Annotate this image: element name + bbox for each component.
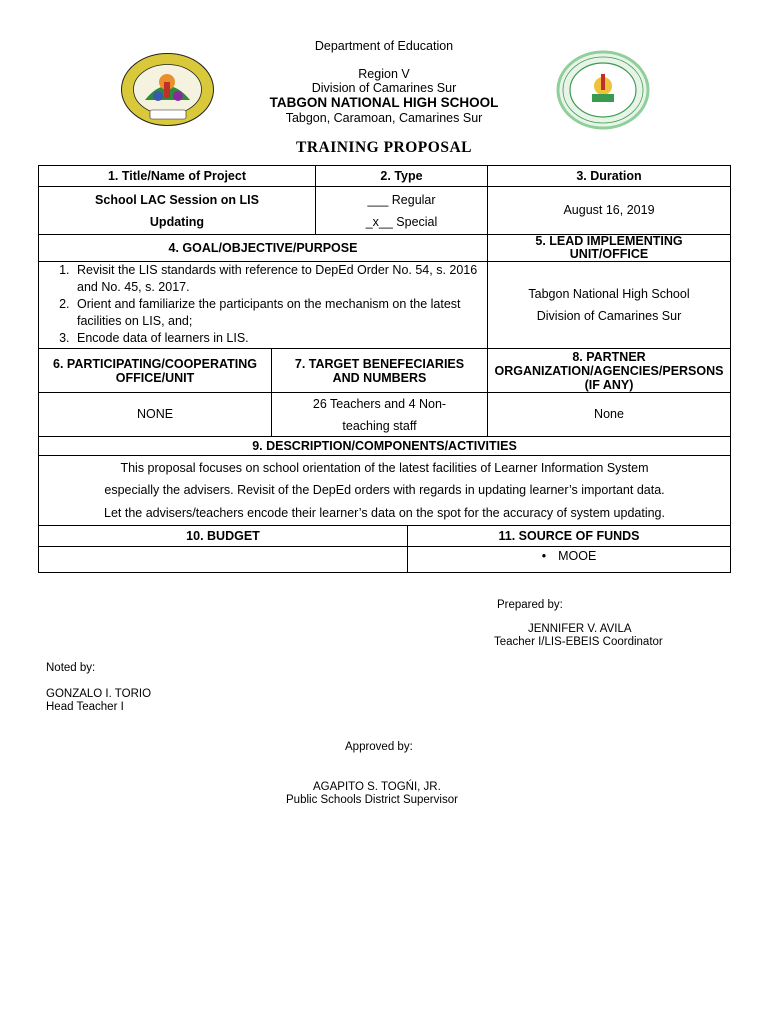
- partner-value: None: [487, 392, 731, 437]
- school-seal-logo: [556, 50, 650, 130]
- approved-by-title: Public Schools District Supervisor: [286, 794, 458, 806]
- goal-item: 1. Revisit the LIS standards with reference to DepEd Order No. 54, s. 2016 and No. 45, s. 2017.: [73, 262, 487, 296]
- description-line-1: This proposal focuses on school orientation of the latest facilities of Learner Information System: [120, 460, 649, 475]
- prepared-by-title: Teacher I/LIS-EBEIS Coordinator: [494, 636, 663, 648]
- noted-by-title: Head Teacher I: [46, 701, 124, 713]
- source-value: MOOE: [558, 549, 597, 563]
- region: Region V: [358, 67, 410, 81]
- budget-value: [38, 546, 408, 573]
- goals-cell: [38, 261, 488, 349]
- header-target: 7. TARGET BENEFECIARIES AND NUMBERS: [271, 348, 488, 393]
- bullet-icon: •: [541, 549, 547, 563]
- school-address: Tabgon, Caramoan, Camarines Sur: [285, 111, 483, 125]
- school-name: TABGON NATIONAL HIGH SCHOOL: [269, 95, 499, 110]
- noted-by-label: Noted by:: [46, 662, 96, 674]
- division: Division of Camarines Sur: [311, 81, 457, 95]
- header-participating: 6. PARTICIPATING/COOPERATING OFFICE/UNIT: [38, 348, 272, 393]
- prepared-by-label: Prepared by:: [497, 599, 563, 611]
- header-budget: 10. BUDGET: [38, 525, 408, 547]
- division-seal-logo: [120, 52, 215, 127]
- approved-by-label: Approved by:: [345, 741, 413, 753]
- duration-value: August 16, 2019: [487, 186, 731, 235]
- type-cell: [315, 186, 488, 235]
- type-regular: ___ Regular: [367, 192, 436, 207]
- description-line-3: Let the advisers/teachers encode their learner’s data on the spot for the accuracy of system updating.: [104, 505, 665, 520]
- source-cell: [407, 546, 731, 573]
- description-cell: [38, 455, 731, 526]
- header-partner: 8. PARTNER ORGANIZATION/AGENCIES/PERSONS (IF ANY): [487, 348, 731, 393]
- target-line-1: 26 Teachers and 4 Non-: [312, 396, 447, 411]
- header-source-of-funds: 11. SOURCE OF FUNDS: [407, 525, 731, 547]
- lead-unit-cell: [487, 261, 731, 349]
- lead-unit-line-1: Tabgon National High School: [528, 287, 690, 301]
- target-cell: [271, 392, 488, 437]
- document-title: TRAINING PROPOSAL: [295, 139, 472, 156]
- header-type: 2. Type: [315, 165, 488, 187]
- project-title-cell: [38, 186, 316, 235]
- header-duration: 3. Duration: [487, 165, 731, 187]
- participating-value: NONE: [38, 392, 272, 437]
- goal-item: 3. Encode data of learners in LIS.: [73, 330, 487, 347]
- header-description: 9. DESCRIPTION/COMPONENTS/ACTIVITIES: [38, 436, 731, 456]
- type-special: _x__ Special: [365, 214, 438, 229]
- header-goal: 4. GOAL/OBJECTIVE/PURPOSE: [38, 234, 488, 262]
- goals-list: [39, 262, 487, 347]
- project-title-line-2: Updating: [149, 214, 205, 229]
- goal-item: 2. Orient and familiarize the participants on the mechanism on the latest facilities on LIS, and;: [73, 296, 487, 330]
- description-line-2: especially the advisers. Revisit of the DepEd orders with regards in updating learner’s important data.: [104, 483, 665, 498]
- department-name: Department of Education: [314, 39, 454, 53]
- header-lead-unit: 5. LEAD IMPLEMENTING UNIT/OFFICE: [487, 234, 731, 262]
- lead-unit-line-2: Division of Camarines Sur: [536, 309, 682, 323]
- project-title-line-1: School LAC Session on LIS: [95, 192, 259, 207]
- header-project-title: 1. Title/Name of Project: [38, 165, 316, 187]
- target-line-2: teaching staff: [342, 418, 417, 433]
- prepared-by-name: JENNIFER V. AVILA: [528, 623, 632, 635]
- noted-by-name: GONZALO I. TORIO: [46, 688, 152, 700]
- approved-by-name: AGAPITO S. TOGŃI, JR.: [313, 781, 441, 793]
